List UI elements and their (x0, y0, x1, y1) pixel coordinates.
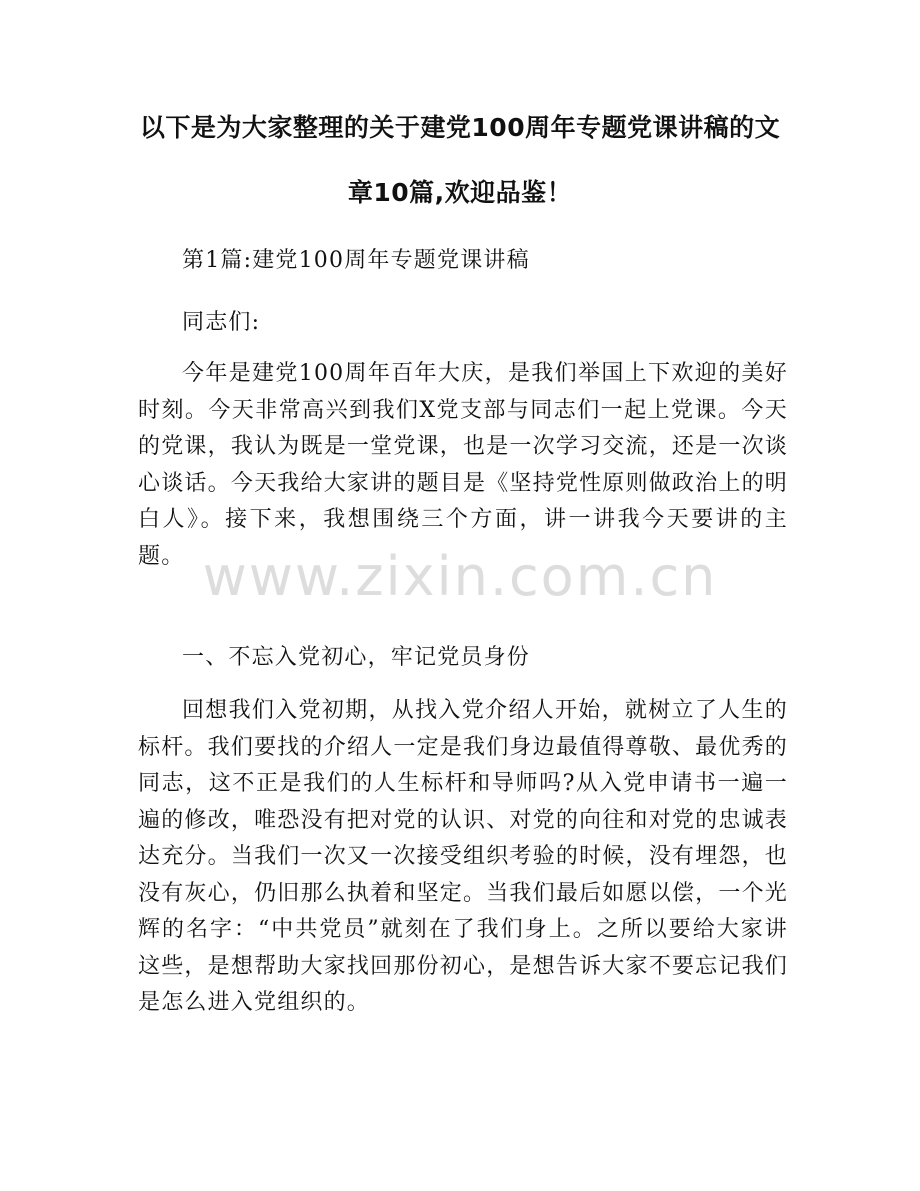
paragraph-intro: 今年是建党100周年百年大庆，是我们举国上下欢迎的美好时刻。今天非常高兴到我们X党支部与同志们一起上党课。今天的党课，我认为既是一堂党课，也是一次学习交流，还是一次谈心谈话。今天我给大家讲的题目是《坚持党性原则做政治上的明白人》。接下来，我想围绕三个方面，讲一讲我今天要讲的主题。 (138, 361, 788, 569)
document-title-line-2: 章10篇,欢迎品鉴！ (347, 178, 573, 207)
document-title-line-1: 以下是为大家整理的关于建党100周年专题党课讲稿的文 (139, 113, 781, 142)
section-title: 第1篇:建党100周年专题党课讲稿 (182, 248, 530, 273)
salutation: 同志们: (182, 310, 261, 335)
section-heading-1: 一、不忘入党初心，牢记党员身份 (182, 645, 531, 670)
watermark: www.zixin.com.cn (202, 545, 718, 608)
paragraph-body-1: 回想我们入党初期，从找入党介绍人开始，就树立了人生的标杆。我们要找的介绍人一定是我们身边最值得尊敬、最优秀的同志，这不正是我们的人生标杆和导师吗?从入党申请书一遍一遍的修改，唯恐没有把对党的认识、对党的向往和对党的忠诚表达充分。当我们一次又一次接受组织考验的时候，没有埋怨，也没有灰心，仍旧那么执着和坚定。当我们最后如愿以偿，一个光辉的名字：“中共党员”就刻在了我们身上。之所以要给大家讲这些，是想帮助大家找回那份初心，是想告诉大家不要忘记我们是怎么进入党组织的。 (138, 698, 788, 1015)
